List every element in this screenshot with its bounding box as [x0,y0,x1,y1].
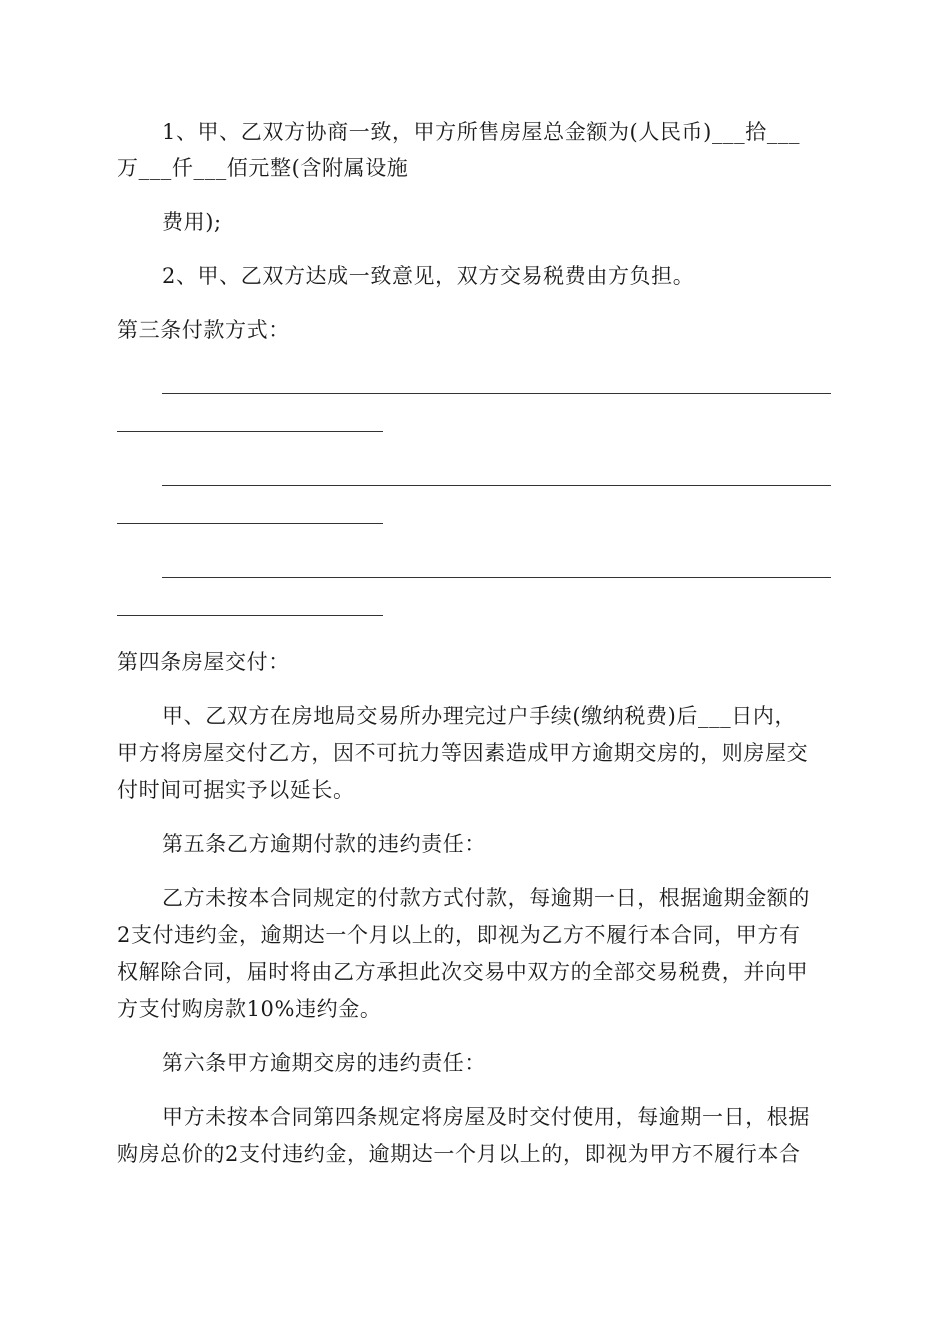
payment-blank-2-rule-a [162,485,831,486]
clause6-line1: 甲方未按本合同第四条规定将房屋及时交付使用，每逾期一日，根据 [162,1105,810,1129]
clause4-line1: 甲、乙双方在房地局交易所办理完过户手续(缴纳税费)后___日内， [162,704,797,728]
clause2-item1-line3: 费用); [162,210,222,234]
clause4-heading: 第四条房屋交付： [117,650,290,674]
clause6-heading: 第六条甲方逾期交房的违约责任： [162,1051,486,1075]
clause5-line2: 2支付违约金，逾期达一个月以上的，即视为乙方不履行本合同，甲方有 [117,923,801,947]
clause3-heading: 第三条付款方式： [117,318,290,342]
clause4-line2: 甲方将房屋交付乙方，因不可抗力等因素造成甲方逾期交房的，则房屋交 [117,741,809,765]
payment-blank-2-rule-b [117,523,383,524]
payment-blank-3-rule-b [117,615,383,616]
payment-blank-1-rule-b [117,431,383,432]
clause2-item1-line1: 1、甲、乙双方协商一致，甲方所售房屋总金额为(人民币)___拾___ [162,120,801,144]
payment-blank-3-rule-a [162,577,831,578]
payment-blank-1-rule-a [162,393,831,394]
clause5-line4: 方支付购房款10%违约金。 [117,997,382,1021]
clause2-item2: 2、甲、乙双方达成一致意见，双方交易税费由方负担。 [162,264,695,288]
clause4-line3: 付时间可据实予以延长。 [117,778,355,802]
clause6-line2: 购房总价的2支付违约金，逾期达一个月以上的，即视为甲方不履行本合 [117,1142,801,1166]
clause5-heading: 第五条乙方逾期付款的违约责任： [162,832,486,856]
clause5-line1: 乙方未按本合同规定的付款方式付款，每逾期一日，根据逾期金额的 [162,886,810,910]
clause2-item1-line2: 万___仟___佰元整(含附属设施 [117,156,409,180]
clause5-line3: 权解除合同，届时将由乙方承担此次交易中双方的全部交易税费，并向甲 [117,960,809,984]
